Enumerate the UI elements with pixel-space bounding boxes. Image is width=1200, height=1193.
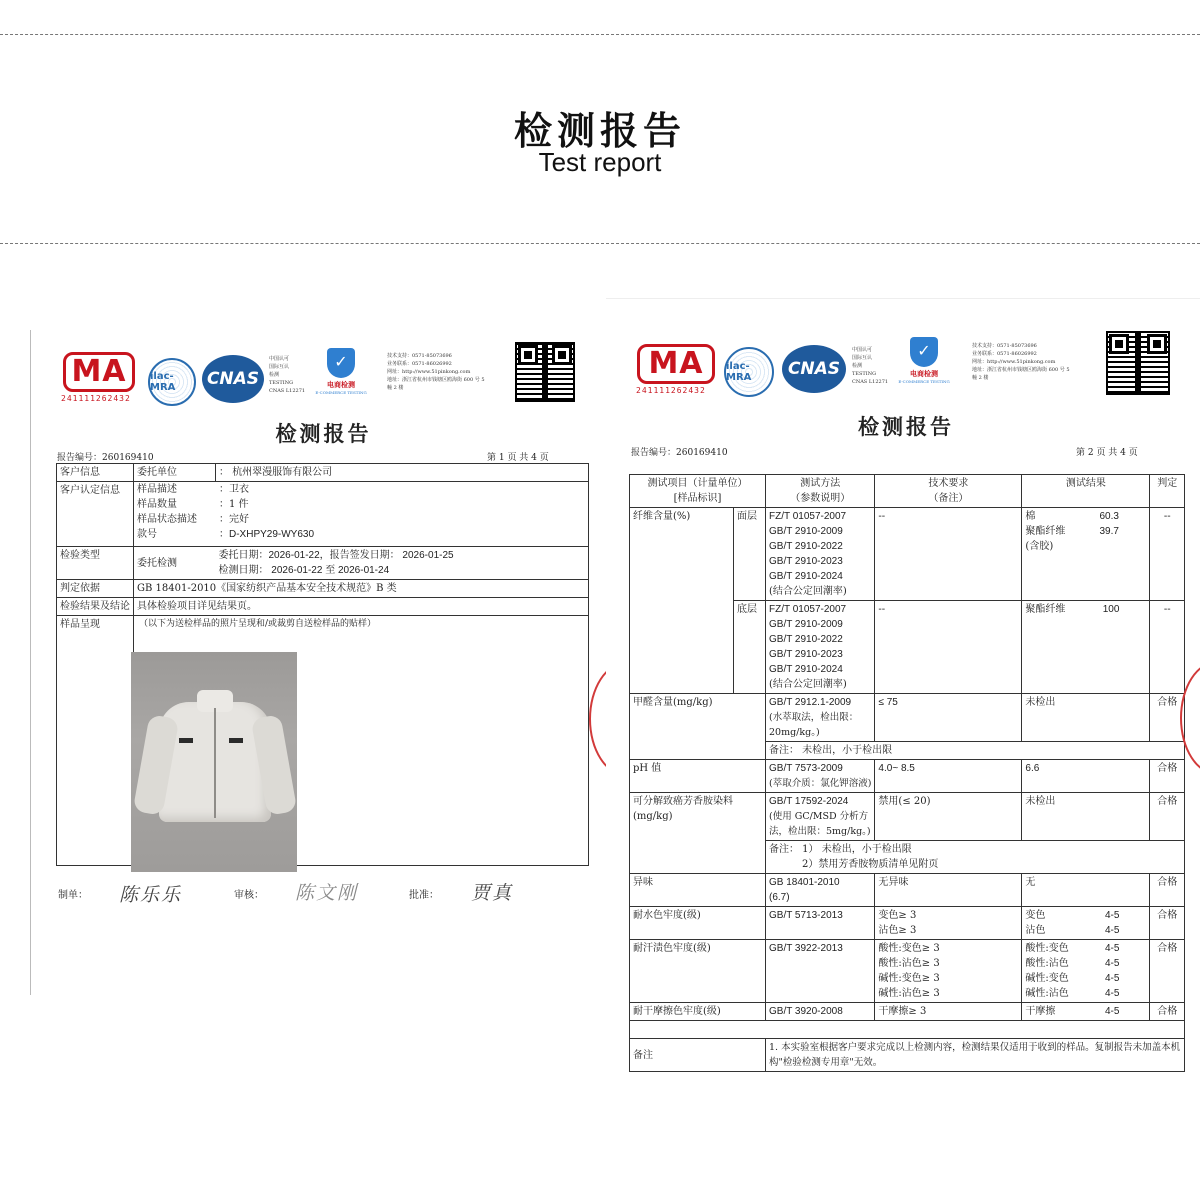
client-info-label: 客户信息 [57,464,134,482]
ph-result: 6.6 [1022,760,1150,793]
result-value: 39.7 [1099,526,1119,537]
client-unit-value: 杭州翠漫服饰有限公司 [232,467,333,478]
result-name: 酸性:沾色 [1025,958,1069,969]
result-name: 沾色 [1025,925,1046,936]
header-req: 技术要求 [928,478,969,489]
formaldehyde-req: ≤ 75 [875,694,1022,742]
inspect-type-value: 委托检测 [134,547,216,580]
ph-item: pH 值 [630,760,766,793]
contact-info: 技术支持：0571-85073696 业务联系：0571-86026992 网址：http://www.51pinkong.com 地址：浙江省杭州市钱塘区鸥海街 600 号 5 幢 2 楼 [972,343,1070,381]
method-note: (6.7) [769,892,790,903]
note-label: 备注 [630,1039,766,1072]
client-info-table: 客户信息 委托单位 ： 杭州翠漫服饰有限公司 客户认定信息 样品描述 ：卫衣 样品数量 ：1 件 样品状态描述 ：完好 款号 ：D-XHPY29-WY630 检验类型 委托检测 委托日期：2026-01-22，报告签发日期： 2026-01-25 检测日期： 2026-01-22 至 2026-01-24 判定依据 GB 18401-2010《国家纺织产品基本安全技术规范》B 类 检验结果及结论 具体检验项目详见结果页。 样品呈现 （以下为送检样品的照片呈现和/或裁剪自送检样品的贴样） [56,463,589,866]
ecommerce-testing-logo: ✓ 电商检测 E-COMMERCE TESTING [896,337,952,384]
page-title: 检测报告 [513,109,686,153]
method-line: (结合公定回潮率) [769,586,847,597]
result-value: 4-5 [1104,958,1120,969]
report-number-line: 报告编号：260169410 [57,453,154,463]
req-line: 碱性:变色≥ 3 [878,973,940,984]
method-line: GB/T 2910-2023 [769,556,843,567]
sample-desc-value: 卫衣 [229,484,249,495]
ecommerce-testing-logo: ✓ 电商检测 E-COMMERCE TESTING [313,348,369,395]
report-number-line: 报告编号：260169410 [631,448,728,458]
sweat-method: GB/T 3922-2013 [766,940,875,1003]
odor-result: 无 [1022,874,1150,907]
method-line: GB/T 2910-2009 [769,526,843,537]
method-line: GB/T 2910-2022 [769,634,843,645]
result-name: 聚酯纤维 [1025,526,1066,537]
ilac-mra-logo: ilac-MRA [724,347,774,397]
client-unit-label: 委托单位 [134,464,216,482]
method-line: GB/T 2910-2024 [769,664,843,675]
basis-value: GB 18401-2010《国家纺织产品基本安全技术规范》B 类 [134,580,589,598]
result-value: 4-5 [1104,973,1120,984]
sweatshirt-image [159,702,271,822]
inspect-type-label: 检验类型 [57,547,134,580]
result-value: 60.3 [1099,511,1119,522]
model-value: D-XHPY29-WY630 [229,529,315,540]
method-line: GB/T 2910-2024 [769,571,843,582]
ph-req: 4.0~ 8.5 [875,760,1022,793]
header-result: 测试结果 [1022,475,1150,508]
odor-verdict: 合格 [1150,874,1185,907]
result-value: 4-5 [1104,943,1120,954]
azo-req: 禁用(≤ 20) [875,793,1022,841]
cnas-logo: CNAS [782,345,846,393]
result-label: 检验结果及结论 [57,598,134,616]
req-line: 碱性:沾色≥ 3 [878,988,940,999]
result-value: 100 [1102,604,1120,615]
rub-method: GB/T 3920-2008 [766,1003,875,1021]
page-indicator: 第 2 页 共 4 页 [1076,448,1138,458]
formaldehyde-result: 未检出 [1022,694,1150,742]
azo-item: 可分解致癌芳香胺染料(mg/kg) [630,793,766,874]
sweat-item: 耐汗渍色牢度(级) [630,940,766,1003]
result-value: 4-5 [1104,1006,1120,1017]
sample-photo [131,652,297,872]
cnas-logo: CNAS [202,355,264,403]
method-note: (使用 GC/MSD 分析方法，检出限：5mg/kg。) [769,811,871,837]
result-name: 酸性:变色 [1025,943,1069,954]
method-line: FZ/T 01057-2007 [769,511,847,522]
report-title: 检测报告 [275,422,372,446]
qr-code [1106,331,1170,395]
method-note: (水萃取法，检出限：20mg/kg。) [769,712,859,738]
azo-remark-2: 2）禁用芳香胺物质清单见附页 [802,859,939,870]
header-item: 测试项目（计量单位） [647,478,748,489]
odor-req: 无异味 [875,874,1022,907]
fiber-base-label: 底层 [734,601,766,694]
result-name: 干摩擦 [1025,1006,1056,1017]
method-line: GB/T 17592-2024 [769,796,849,807]
req-line: 酸性:沾色≥ 3 [878,958,940,969]
sweat-verdict: 合格 [1150,940,1185,1003]
bottom-dashed-divider [0,243,1200,244]
result-name: 棉 [1025,511,1036,522]
sample-state-value: 完好 [229,514,249,525]
fiber-base-req: -- [875,601,1022,694]
shield-check-icon: ✓ [327,348,355,378]
water-method: GB/T 5713-2013 [766,907,875,940]
fiber-face-label: 面层 [734,508,766,601]
req-line: 沾色≥ 3 [878,925,917,936]
method-line: (结合公定回潮率) [769,679,847,690]
cma-number: 241111262432 [61,394,131,403]
req-line: 酸性:变色≥ 3 [878,943,940,954]
sample-photo-label: 样品呈现 [57,616,134,866]
azo-remark-1: 备注： 1） 未检出，小于检出限 [769,844,912,855]
method-line: FZ/T 01057-2007 [769,604,847,615]
method-note: (萃取介质：氯化钾溶液) [769,778,872,789]
basis-label: 判定依据 [57,580,134,598]
colon: ： [219,467,229,478]
note-text: 1. 本实验室根据客户要求完成以上检测内容，检测结果仅适用于收到的样品。复制报告未加盖本机构"检验检测专用章"无效。 [766,1039,1185,1072]
method-line: GB/T 2912.1-2009 [769,697,852,708]
client-confirm-label: 客户认定信息 [57,482,134,547]
cma-number: 241111262432 [636,386,706,395]
accreditation-text: 中国认可 国际互认 检测 TESTING CNAS L12271 [852,347,889,385]
formaldehyde-verdict: 合格 [1150,694,1185,742]
result-name: 变色 [1025,910,1046,921]
fiber-face-req: -- [875,508,1022,601]
result-name: 聚酯纤维 [1025,604,1066,615]
contact-info: 技术支持：0571-85073696 业务联系：0571-86026992 网址：http://www.51pinkong.com 地址：浙江省杭州市钱塘区鸥海街 600 号 5 幢 2 楼 [387,353,485,391]
maker-label: 制单： [58,890,88,901]
sample-state-label: 样品状态描述 [137,514,197,525]
reviewer-signature: 陈文刚 [295,882,359,904]
sample-desc-label: 样品描述 [137,484,177,495]
reviewer-label: 审核： [234,890,264,901]
req-line: 变色≥ 3 [878,910,917,921]
fiber-base-verdict: -- [1150,601,1185,694]
model-label: 款号 [137,529,157,540]
result-name: 碱性:变色 [1025,973,1069,984]
result-value: 4-5 [1104,910,1120,921]
accreditation-text: 中国认可 国际互认 检测 TESTING CNAS L12271 [269,356,306,394]
approver-signature: 贾真 [471,882,514,904]
fiber-item: 纤维含量(%) [630,508,734,694]
shield-check-icon: ✓ [910,337,938,367]
cma-logo: MA [637,344,715,384]
test-date: 检测日期： 2026-01-22 至 2026-01-24 [218,565,390,576]
sample-qty-label: 样品数量 [137,499,177,510]
page-indicator: 第 1 页 共 4 页 [487,453,549,463]
ph-verdict: 合格 [1150,760,1185,793]
method-line: GB/T 2910-2022 [769,541,843,552]
odor-item: 异味 [630,874,766,907]
ilac-mra-logo: ilac-MRA [148,358,196,406]
water-item: 耐水色牢度(级) [630,907,766,940]
header-item-sub: [样品标识] [673,493,722,504]
page-subtitle: Test report [538,147,662,177]
test-results-table [629,474,1185,1072]
formaldehyde-item: 甲醛含量(mg/kg) [630,694,766,760]
azo-verdict: 合格 [1150,793,1185,841]
azo-result: 未检出 [1022,793,1150,841]
header-verdict: 判定 [1150,475,1185,508]
report-title: 检测报告 [858,415,954,439]
sample-qty-value: 1 件 [229,499,249,510]
header-method: 测试方法 [800,478,841,489]
rub-req: 干摩擦≥ 3 [875,1003,1022,1021]
formaldehyde-remark: 备注： 未检出，小于检出限 [766,742,1185,760]
fiber-face-verdict: -- [1150,508,1185,601]
header-req-sub: （备注） [928,493,969,504]
approver-label: 批准： [409,890,439,901]
rub-verdict: 合格 [1150,1003,1185,1021]
method-line: GB/T 2910-2009 [769,619,843,630]
result-value: 4-5 [1104,925,1120,936]
sample-photo-note: （以下为送检样品的照片呈现和/或裁剪自送检样品的贴样） [139,619,377,629]
method-line: GB 18401-2010 [769,877,840,888]
report-page-1 [30,330,601,995]
qr-code [515,342,575,402]
top-dashed-divider [0,34,1200,35]
method-line: GB/T 2910-2023 [769,649,843,660]
water-verdict: 合格 [1150,907,1185,940]
result-name: 碱性:沾色 [1025,988,1069,999]
maker-signature: 陈乐乐 [119,884,183,906]
result-value: 4-5 [1104,988,1120,999]
result-name: (含胶) [1025,541,1054,552]
cma-logo: MA [63,352,135,392]
report-page-2 [606,298,1200,1099]
method-line: GB/T 7573-2009 [769,763,843,774]
rub-item: 耐干摩擦色牢度(级) [630,1003,766,1021]
header-method-sub: （参数说明） [790,493,851,504]
commission-date: 委托日期：2026-01-22，报告签发日期： 2026-01-25 [218,550,454,561]
result-value: 具体检验项目详见结果页。 [134,598,589,616]
